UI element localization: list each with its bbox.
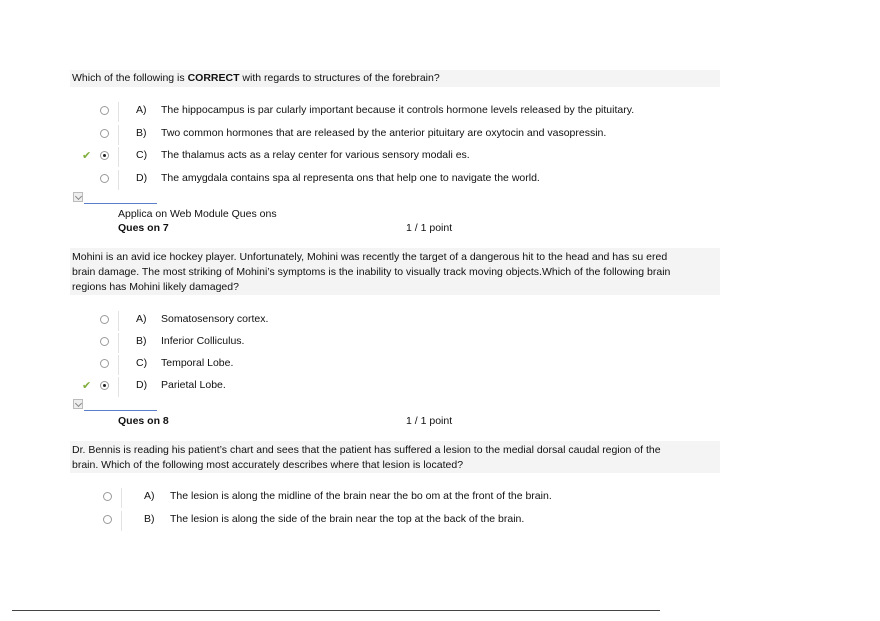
radio-divider — [118, 102, 119, 122]
question-8-label: Ques on 8 — [118, 415, 169, 427]
q6-option-b-text: Two common hormones that are released by the anterior pituitary are oxytocin and vasopressin. — [161, 127, 607, 139]
q8-option-b-text: The lesion is along the side of the brain near the top at the back of the brain. — [170, 513, 525, 525]
q8-option-a-text: The lesion is along the midline of the brain near the bo om at the front of the brain. — [170, 490, 552, 502]
q8-option-b-radio[interactable] — [103, 515, 112, 524]
q8-option-a[interactable] — [103, 490, 703, 508]
q6-option-c-radio[interactable] — [100, 151, 109, 160]
q7-option-a-letter: A) — [136, 313, 147, 325]
question-8-line-1: Dr. Bennis is reading his patient’s chart and sees that the patient has suffered a lesion to the medial dorsal caudal region of the — [72, 444, 661, 456]
feedback-toggle-icon[interactable] — [73, 192, 83, 202]
radio-divider — [121, 488, 122, 508]
q7-option-c-radio[interactable] — [100, 359, 109, 368]
q7-option-d[interactable] — [100, 379, 500, 397]
q6-option-a[interactable] — [100, 104, 700, 122]
question-7-line-3: regions has Mohini likely damaged? — [72, 281, 239, 293]
q8-option-b-letter: B) — [144, 513, 155, 525]
q6-option-a-text: The hippocampus is par cularly important because it controls hormone levels released by the pituitary. — [161, 104, 635, 116]
radio-divider — [118, 125, 119, 145]
checkmark-icon: ✔ — [82, 150, 92, 162]
q6-option-c-letter: C) — [136, 149, 148, 161]
q6-option-d-letter: D) — [136, 172, 148, 184]
question-7-line-1: Mohini is an avid ice hockey player. Unfortunately, Mohini was recently the target of a dangerous hit to the head and has su ered — [72, 251, 668, 263]
radio-divider — [121, 511, 122, 531]
page-footer-rule — [12, 610, 660, 611]
radio-divider — [118, 170, 119, 190]
question-8-line-2: brain. Which of the following most accurately describes where that lesion is located? — [72, 459, 464, 471]
q7-option-d-text: Parietal Lobe. — [161, 379, 226, 391]
question-6-pre: Which of the following is — [72, 72, 188, 84]
q6-option-b[interactable] — [100, 127, 700, 145]
q7-option-a-text: Somatosensory cortex. — [161, 313, 269, 325]
feedback-underline — [84, 203, 157, 204]
radio-divider — [118, 377, 119, 397]
radio-divider — [118, 333, 119, 353]
q7-option-a[interactable] — [100, 313, 500, 331]
question-7-text — [72, 250, 718, 295]
question-7-label: Ques on 7 — [118, 222, 169, 234]
q6-option-d-radio[interactable] — [100, 174, 109, 183]
question-6-emphasis: CORRECT — [187, 72, 240, 84]
question-8-text — [72, 443, 718, 473]
radio-divider — [118, 311, 119, 331]
question-8-score: 1 / 1 point — [406, 415, 453, 427]
question-7-line-2: brain damage. The most striking of Mohini’s symptoms is the inability to visually track moving objects.Which of the following brain — [72, 266, 671, 278]
q6-option-d[interactable] — [100, 172, 700, 190]
q7-option-c-letter: C) — [136, 357, 148, 369]
q7-option-b-text: Inferior Colliculus. — [161, 335, 245, 347]
checkmark-icon: ✔ — [82, 380, 92, 392]
q8-option-a-radio[interactable] — [103, 492, 112, 501]
q7-option-d-letter: D) — [136, 379, 148, 391]
q7-option-b-radio[interactable] — [100, 337, 109, 346]
q6-option-c[interactable] — [100, 149, 700, 167]
q6-option-b-radio[interactable] — [100, 129, 109, 138]
feedback-toggle-icon[interactable] — [73, 399, 83, 409]
radio-divider — [118, 355, 119, 375]
radio-divider — [118, 147, 119, 167]
q6-option-d-text: The amygdala contains spa al representa ons that help one to navigate the world. — [161, 172, 540, 184]
q7-option-b-letter: B) — [136, 335, 147, 347]
question-6-text — [72, 71, 440, 86]
q7-option-c-text: Temporal Lobe. — [161, 357, 234, 369]
q7-option-c[interactable] — [100, 357, 500, 375]
q6-option-a-letter: A) — [136, 104, 147, 116]
q6-option-b-letter: B) — [136, 127, 147, 139]
q7-option-a-radio[interactable] — [100, 315, 109, 324]
q7-option-d-radio[interactable] — [100, 381, 109, 390]
q6-option-a-radio[interactable] — [100, 106, 109, 115]
section-title: Applica on Web Module Ques ons — [118, 208, 277, 220]
q7-option-b[interactable] — [100, 335, 500, 353]
q8-option-a-letter: A) — [144, 490, 155, 502]
feedback-underline — [84, 410, 157, 411]
q6-option-c-text: The thalamus acts as a relay center for various sensory modali es. — [161, 149, 470, 161]
q8-option-b[interactable] — [103, 513, 703, 531]
question-7-score: 1 / 1 point — [406, 222, 453, 234]
question-6-post: with regards to structures of the forebrain? — [239, 72, 440, 84]
